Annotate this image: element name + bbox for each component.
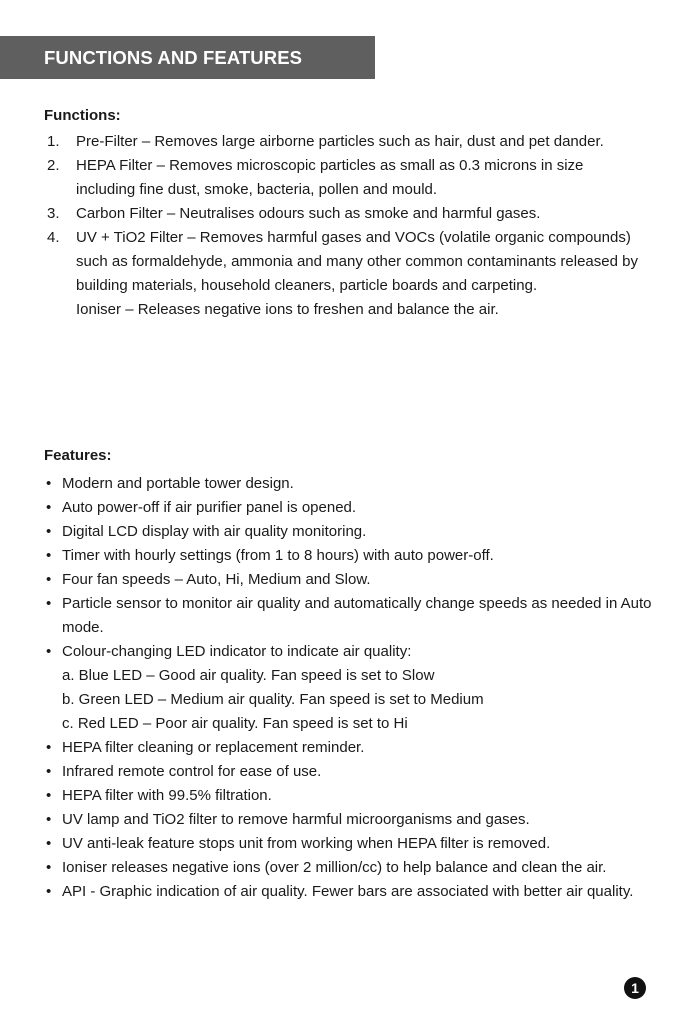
function-item-ioniser-text: Ioniser – Releases negative ions to freshen and balance the air. xyxy=(76,301,499,318)
function-item xyxy=(44,226,644,322)
feature-item xyxy=(44,544,654,568)
bullet-icon: • xyxy=(46,571,52,588)
page-title: FUNCTIONS AND FEATURES xyxy=(44,46,303,68)
functions-list xyxy=(44,130,644,322)
feature-item-text: HEPA filter with 99.5% filtration. xyxy=(62,787,272,804)
feature-item-text: Colour-changing LED indicator to indicate air quality: xyxy=(62,643,412,660)
feature-item xyxy=(44,880,654,904)
feature-item-text: API - Graphic indication of air quality. Fewer bars are associated with better air quality. xyxy=(62,883,634,900)
feature-item xyxy=(44,856,654,880)
function-item-text: Pre-Filter – Removes large airborne particles such as hair, dust and pet dander. xyxy=(76,133,604,150)
bullet-icon: • xyxy=(46,547,52,564)
feature-item-text: HEPA filter cleaning or replacement reminder. xyxy=(62,739,365,756)
bullet-icon: • xyxy=(46,499,52,516)
bullet-icon: • xyxy=(46,835,52,852)
feature-item xyxy=(44,496,654,520)
function-item xyxy=(44,130,644,154)
feature-item xyxy=(44,592,654,640)
feature-item xyxy=(44,832,654,856)
feature-item-text: UV lamp and TiO2 filter to remove harmful microorganisms and gases. xyxy=(62,811,530,828)
feature-item xyxy=(44,520,654,544)
function-item-number: 1. xyxy=(47,133,60,150)
bullet-icon: • xyxy=(46,739,52,756)
bullet-icon: • xyxy=(46,523,52,540)
led-indicator-sublist xyxy=(62,664,654,736)
page-number-badge xyxy=(624,977,646,999)
led-sublist-item: c. Red LED – Poor air quality. Fan speed is set to Hi xyxy=(62,715,408,732)
feature-item-text: Particle sensor to monitor air quality and automatically change speeds as needed in Auto mode. xyxy=(62,595,652,636)
feature-item-text: Infrared remote control for ease of use. xyxy=(62,763,322,780)
bullet-icon: • xyxy=(46,643,52,660)
bullet-icon: • xyxy=(46,595,52,612)
function-item-number: 4. xyxy=(47,229,60,246)
feature-item xyxy=(44,568,654,592)
feature-item-text: Digital LCD display with air quality monitoring. xyxy=(62,523,367,540)
function-item xyxy=(44,202,644,226)
section-header-bar xyxy=(0,36,375,79)
feature-item xyxy=(44,784,654,808)
bullet-icon: • xyxy=(46,475,52,492)
functions-heading: Functions: xyxy=(44,107,121,124)
bullet-icon: • xyxy=(46,859,52,876)
bullet-icon: • xyxy=(46,811,52,828)
bullet-icon: • xyxy=(46,883,52,900)
feature-item xyxy=(44,640,654,736)
led-sublist-item: a. Blue LED – Good air quality. Fan speed is set to Slow xyxy=(62,667,435,684)
function-item xyxy=(44,154,644,202)
bullet-icon: • xyxy=(46,763,52,780)
function-item-text: Carbon Filter – Neutralises odours such as smoke and harmful gases. xyxy=(76,205,541,222)
feature-item-text: Modern and portable tower design. xyxy=(62,475,294,492)
feature-item-text: Ioniser releases negative ions (over 2 million/cc) to help balance and clean the air. xyxy=(62,859,607,876)
function-item-text: HEPA Filter – Removes microscopic particles as small as 0.3 microns in size including fine dust, smoke, bacteria, pollen and mould. xyxy=(76,157,584,198)
feature-item xyxy=(44,760,654,784)
feature-item-text: Timer with hourly settings (from 1 to 8 hours) with auto power-off. xyxy=(62,547,494,564)
features-heading: Features: xyxy=(44,447,112,464)
feature-item xyxy=(44,736,654,760)
led-sublist-item: b. Green LED – Medium air quality. Fan speed is set to Medium xyxy=(62,691,484,708)
function-item-text: UV + TiO2 Filter – Removes harmful gases and VOCs (volatile organic compounds) such as formaldehyde, ammonia and many other common contaminants released by building materials, household cleaners, particle boards and carpeting. xyxy=(76,229,638,294)
feature-item xyxy=(44,472,654,496)
function-item-number: 3. xyxy=(47,205,60,222)
function-item-number: 2. xyxy=(47,157,60,174)
features-list xyxy=(44,472,654,904)
feature-item xyxy=(44,808,654,832)
feature-item-text: Auto power-off if air purifier panel is opened. xyxy=(62,499,357,516)
bullet-icon: • xyxy=(46,787,52,804)
feature-item-text: UV anti-leak feature stops unit from working when HEPA filter is removed. xyxy=(62,835,551,852)
page-number: 1 xyxy=(631,980,639,996)
feature-item-text: Four fan speeds – Auto, Hi, Medium and Slow. xyxy=(62,571,371,588)
